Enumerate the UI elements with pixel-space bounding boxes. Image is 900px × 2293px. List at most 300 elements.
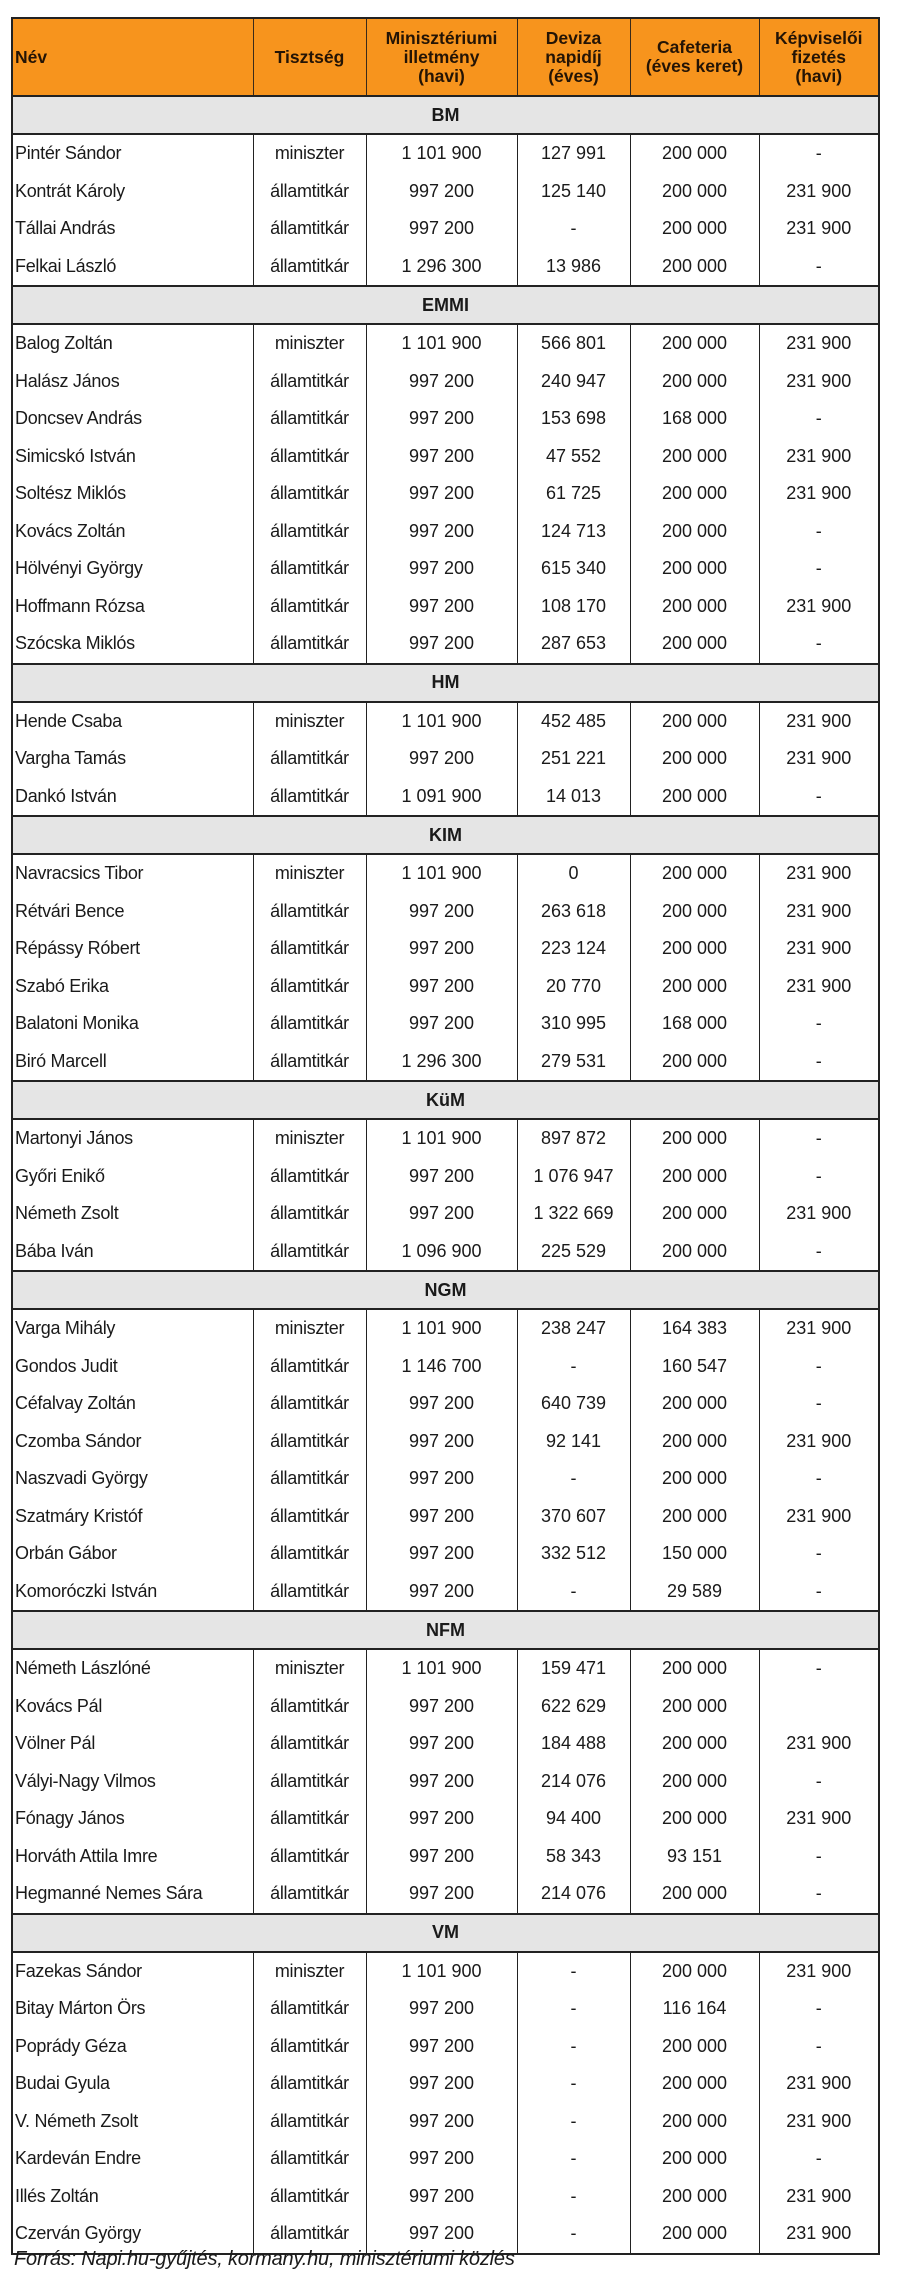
foreign-allowance-cell: 615 340 [517,550,630,588]
mp-salary-cell: 231 900 [759,438,879,476]
name-cell: Felkai László [12,248,253,287]
position-cell: államtitkár [253,1725,366,1763]
foreign-allowance-cell: 0 [517,854,630,893]
mp-salary-cell: 231 900 [759,475,879,513]
table-row [12,2140,879,2178]
section-title: KüM [12,1081,879,1119]
foreign-allowance-cell: 214 076 [517,1763,630,1801]
position-cell: államtitkár [253,1800,366,1838]
position-cell: államtitkár [253,1385,366,1423]
table-row [12,854,879,893]
cafeteria-cell: 200 000 [630,588,759,626]
foreign-allowance-cell: 153 698 [517,400,630,438]
mp-salary-cell: - [759,134,879,173]
table-row [12,893,879,931]
name-cell: Hoffmann Rózsa [12,588,253,626]
foreign-allowance-cell: 108 170 [517,588,630,626]
position-cell: államtitkár [253,2178,366,2216]
cafeteria-cell: 200 000 [630,210,759,248]
foreign-allowance-cell: 1 076 947 [517,1158,630,1196]
table-row [12,1158,879,1196]
cafeteria-cell: 200 000 [630,550,759,588]
cafeteria-cell: 200 000 [630,2140,759,2178]
name-cell: Komoróczki István [12,1573,253,1612]
name-cell: Doncsev András [12,400,253,438]
foreign-allowance-cell: - [517,2103,630,2141]
ministry-salary-cell: 997 200 [366,1725,517,1763]
mp-salary-cell: 231 900 [759,173,879,211]
table-row [12,248,879,287]
table-row [12,702,879,741]
cafeteria-cell: 116 164 [630,1990,759,2028]
section-row [12,816,879,854]
foreign-allowance-cell: 127 991 [517,134,630,173]
ministry-salary-cell: 997 200 [366,1688,517,1726]
table-row [12,324,879,363]
header-foreign-allowance: Deviza napidíj (éves) [517,18,630,96]
ministry-salary-cell: 997 200 [366,400,517,438]
position-cell: miniszter [253,324,366,363]
position-cell: államtitkár [253,475,366,513]
position-cell: államtitkár [253,1423,366,1461]
table-row [12,1309,879,1348]
ministry-salary-cell: 997 200 [366,1535,517,1573]
position-cell: miniszter [253,1952,366,1991]
mp-salary-cell: - [759,1119,879,1158]
section-title: EMMI [12,286,879,324]
mp-salary-cell: - [759,2028,879,2066]
position-cell: államtitkár [253,1233,366,1272]
cafeteria-cell: 168 000 [630,400,759,438]
mp-salary-cell: 231 900 [759,2215,879,2254]
ministry-salary-cell: 997 200 [366,475,517,513]
table-row [12,173,879,211]
mp-salary-cell: - [759,625,879,664]
name-cell: Németh Zsolt [12,1195,253,1233]
foreign-allowance-cell: 279 531 [517,1043,630,1082]
cafeteria-cell: 29 589 [630,1573,759,1612]
ministry-salary-cell: 997 200 [366,588,517,626]
name-cell: Fónagy János [12,1800,253,1838]
section-title: VM [12,1914,879,1952]
foreign-allowance-cell: - [517,2028,630,2066]
foreign-allowance-cell: 94 400 [517,1800,630,1838]
table-row [12,2178,879,2216]
ministry-salary-cell: 1 296 300 [366,1043,517,1082]
ministry-salary-cell: 997 200 [366,1573,517,1612]
cafeteria-cell: 200 000 [630,1800,759,1838]
position-cell: államtitkár [253,2103,366,2141]
position-cell: államtitkár [253,513,366,551]
cafeteria-cell: 200 000 [630,1158,759,1196]
table-row [12,588,879,626]
mp-salary-cell: 231 900 [759,1952,879,1991]
table-row [12,1990,879,2028]
position-cell: államtitkár [253,1043,366,1082]
table-row [12,1838,879,1876]
name-cell: Illés Zoltán [12,2178,253,2216]
table-row [12,1498,879,1536]
cafeteria-cell: 200 000 [630,1649,759,1688]
cafeteria-cell: 200 000 [630,475,759,513]
mp-salary-cell: - [759,2140,879,2178]
header-mp-salary: Képviselői fizetés (havi) [759,18,879,96]
ministry-salary-cell: 997 200 [366,1498,517,1536]
mp-salary-cell: 231 900 [759,1800,879,1838]
table-row [12,550,879,588]
foreign-allowance-cell: 287 653 [517,625,630,664]
foreign-allowance-cell: 47 552 [517,438,630,476]
section-title: HM [12,664,879,702]
ministry-salary-cell: 1 101 900 [366,1309,517,1348]
mp-salary-cell: 231 900 [759,1498,879,1536]
table-row [12,363,879,401]
name-cell: Poprády Géza [12,2028,253,2066]
foreign-allowance-cell: 58 343 [517,1838,630,1876]
cafeteria-cell: 200 000 [630,513,759,551]
ministry-salary-cell: 997 200 [366,438,517,476]
mp-salary-cell: - [759,248,879,287]
foreign-allowance-cell: - [517,2065,630,2103]
section-row [12,1611,879,1649]
name-cell: V. Németh Zsolt [12,2103,253,2141]
name-cell: Martonyi János [12,1119,253,1158]
cafeteria-cell: 200 000 [630,1423,759,1461]
cafeteria-cell: 200 000 [630,134,759,173]
mp-salary-cell: 231 900 [759,1309,879,1348]
name-cell: Németh Lászlóné [12,1649,253,1688]
position-cell: államtitkár [253,1838,366,1876]
cafeteria-cell: 200 000 [630,1233,759,1272]
cafeteria-cell: 200 000 [630,1119,759,1158]
cafeteria-cell: 200 000 [630,2178,759,2216]
table-header [12,18,879,96]
table-row [12,1763,879,1801]
ministry-salary-cell: 997 200 [366,2178,517,2216]
ministry-salary-cell: 997 200 [366,2065,517,2103]
name-cell: Horváth Attila Imre [12,1838,253,1876]
table-row [12,475,879,513]
ministry-salary-cell: 997 200 [366,1158,517,1196]
foreign-allowance-cell: - [517,1990,630,2028]
ministry-salary-cell: 997 200 [366,1763,517,1801]
table-row [12,1649,879,1688]
ministry-salary-cell: 1 101 900 [366,1119,517,1158]
position-cell: államtitkár [253,1763,366,1801]
section-title: KIM [12,816,879,854]
foreign-allowance-cell: 20 770 [517,968,630,1006]
name-cell: Hegmanné Nemes Sára [12,1875,253,1914]
position-cell: államtitkár [253,2028,366,2066]
position-cell: államtitkár [253,438,366,476]
table-row [12,438,879,476]
mp-salary-cell: - [759,1158,879,1196]
position-cell: miniszter [253,1119,366,1158]
foreign-allowance-cell: - [517,1952,630,1991]
foreign-allowance-cell: 13 986 [517,248,630,287]
cafeteria-cell: 200 000 [630,324,759,363]
cafeteria-cell: 200 000 [630,363,759,401]
position-cell: államtitkár [253,2215,366,2254]
section-row [12,664,879,702]
mp-salary-cell: 231 900 [759,702,879,741]
cafeteria-cell: 150 000 [630,1535,759,1573]
name-cell: Orbán Gábor [12,1535,253,1573]
position-cell: miniszter [253,1309,366,1348]
position-cell: államtitkár [253,1498,366,1536]
table-row [12,778,879,817]
foreign-allowance-cell: 14 013 [517,778,630,817]
ministry-salary-cell: 997 200 [366,363,517,401]
ministry-salary-cell: 997 200 [366,740,517,778]
ministry-salary-cell: 997 200 [366,513,517,551]
name-cell: Szatmáry Kristóf [12,1498,253,1536]
mp-salary-cell: - [759,1233,879,1272]
section-row [12,286,879,324]
table-row [12,1460,879,1498]
table-row [12,1233,879,1272]
cafeteria-cell: 200 000 [630,2103,759,2141]
name-cell: Kovács Pál [12,1688,253,1726]
foreign-allowance-cell: 225 529 [517,1233,630,1272]
ministry-salary-cell: 1 296 300 [366,248,517,287]
ministry-salary-cell: 997 200 [366,173,517,211]
cafeteria-cell: 200 000 [630,1763,759,1801]
position-cell: államtitkár [253,2065,366,2103]
header-row [12,18,879,96]
name-cell: Szócska Miklós [12,625,253,664]
position-cell: miniszter [253,134,366,173]
foreign-allowance-cell: - [517,210,630,248]
mp-salary-cell: - [759,1990,879,2028]
mp-salary-cell: 231 900 [759,968,879,1006]
header-position: Tisztség [253,18,366,96]
foreign-allowance-cell: 566 801 [517,324,630,363]
name-cell: Szabó Erika [12,968,253,1006]
name-cell: Hende Csaba [12,702,253,741]
mp-salary-cell: 231 900 [759,740,879,778]
table-row [12,930,879,968]
table-row [12,1119,879,1158]
name-cell: Kovács Zoltán [12,513,253,551]
name-cell: Céfalvay Zoltán [12,1385,253,1423]
table-row [12,400,879,438]
name-cell: Balog Zoltán [12,324,253,363]
cafeteria-cell: 200 000 [630,854,759,893]
table-row [12,1423,879,1461]
ministry-salary-cell: 1 101 900 [366,854,517,893]
position-cell: államtitkár [253,1005,366,1043]
foreign-allowance-cell: - [517,1348,630,1386]
position-cell: államtitkár [253,740,366,778]
name-cell: Czerván György [12,2215,253,2254]
ministry-salary-cell: 997 200 [366,1423,517,1461]
cafeteria-cell: 200 000 [630,968,759,1006]
position-cell: államtitkár [253,588,366,626]
name-cell: Tállai András [12,210,253,248]
cafeteria-cell: 200 000 [630,1498,759,1536]
header-name: Név [12,18,253,96]
name-cell: Pintér Sándor [12,134,253,173]
table-body [12,96,879,2254]
foreign-allowance-cell: 370 607 [517,1498,630,1536]
name-cell: Halász János [12,363,253,401]
table-row [12,210,879,248]
foreign-allowance-cell: 184 488 [517,1725,630,1763]
foreign-allowance-cell: 622 629 [517,1688,630,1726]
ministry-salary-cell: 997 200 [366,2103,517,2141]
mp-salary-cell: - [759,550,879,588]
ministry-salary-cell: 997 200 [366,1005,517,1043]
mp-salary-cell: 231 900 [759,1725,879,1763]
cafeteria-cell: 200 000 [630,2065,759,2103]
position-cell: államtitkár [253,400,366,438]
name-cell: Bába Iván [12,1233,253,1272]
header-cafeteria: Cafeteria (éves keret) [630,18,759,96]
table-row [12,1688,879,1726]
mp-salary-cell: - [759,1005,879,1043]
foreign-allowance-cell: 1 322 669 [517,1195,630,1233]
table-row [12,1385,879,1423]
foreign-allowance-cell: 240 947 [517,363,630,401]
cafeteria-cell: 200 000 [630,930,759,968]
salary-table [11,17,880,2255]
cafeteria-cell: 200 000 [630,1875,759,1914]
ministry-salary-cell: 1 101 900 [366,702,517,741]
position-cell: államtitkár [253,1348,366,1386]
foreign-allowance-cell: 263 618 [517,893,630,931]
ministry-salary-cell: 997 200 [366,625,517,664]
mp-salary-cell: - [759,778,879,817]
name-cell: Varga Mihály [12,1309,253,1348]
cafeteria-cell: 164 383 [630,1309,759,1348]
mp-salary-cell: 231 900 [759,2065,879,2103]
header-ministry-salary: Minisztériumi illetmény (havi) [366,18,517,96]
ministry-salary-cell: 997 200 [366,1800,517,1838]
table-row [12,1005,879,1043]
name-cell: Gondos Judit [12,1348,253,1386]
cafeteria-cell: 200 000 [630,438,759,476]
foreign-allowance-cell: - [517,1573,630,1612]
section-row [12,1914,879,1952]
ministry-salary-cell: 997 200 [366,1195,517,1233]
cafeteria-cell: 93 151 [630,1838,759,1876]
name-cell: Rétvári Bence [12,893,253,931]
mp-salary-cell: 231 900 [759,2103,879,2141]
position-cell: államtitkár [253,778,366,817]
name-cell: Dankó István [12,778,253,817]
position-cell: miniszter [253,1649,366,1688]
ministry-salary-cell: 997 200 [366,1990,517,2028]
section-title: NGM [12,1271,879,1309]
table-row [12,134,879,173]
source-note: Forrás: Napi.hu-gyűjtés, kormany.hu, minisztériumi közlés [14,2248,515,2270]
name-cell: Bitay Márton Örs [12,1990,253,2028]
foreign-allowance-cell: 214 076 [517,1875,630,1914]
table-row [12,740,879,778]
cafeteria-cell: 200 000 [630,2028,759,2066]
position-cell: államtitkár [253,625,366,664]
cafeteria-cell: 200 000 [630,778,759,817]
ministry-salary-cell: 997 200 [366,210,517,248]
section-title: NFM [12,1611,879,1649]
table-row [12,2028,879,2066]
cafeteria-cell: 200 000 [630,2215,759,2254]
mp-salary-cell: 231 900 [759,210,879,248]
table-row [12,1875,879,1914]
foreign-allowance-cell: - [517,2140,630,2178]
mp-salary-cell: - [759,1838,879,1876]
mp-salary-cell: - [759,400,879,438]
ministry-salary-cell: 997 200 [366,2215,517,2254]
name-cell: Biró Marcell [12,1043,253,1082]
name-cell: Vargha Tamás [12,740,253,778]
position-cell: államtitkár [253,363,366,401]
section-row [12,96,879,134]
table-row [12,968,879,1006]
cafeteria-cell: 200 000 [630,1952,759,1991]
position-cell: államtitkár [253,248,366,287]
foreign-allowance-cell: - [517,2215,630,2254]
position-cell: államtitkár [253,1688,366,1726]
name-cell: Hölvényi György [12,550,253,588]
name-cell: Navracsics Tibor [12,854,253,893]
name-cell: Soltész Miklós [12,475,253,513]
position-cell: államtitkár [253,1535,366,1573]
name-cell: Völner Pál [12,1725,253,1763]
position-cell: államtitkár [253,1460,366,1498]
ministry-salary-cell: 1 101 900 [366,134,517,173]
name-cell: Balatoni Monika [12,1005,253,1043]
cafeteria-cell: 200 000 [630,740,759,778]
mp-salary-cell: - [759,1460,879,1498]
table-row [12,2065,879,2103]
ministry-salary-cell: 997 200 [366,893,517,931]
position-cell: miniszter [253,702,366,741]
ministry-salary-cell: 1 091 900 [366,778,517,817]
foreign-allowance-cell: 897 872 [517,1119,630,1158]
foreign-allowance-cell: - [517,1460,630,1498]
mp-salary-cell: 231 900 [759,1423,879,1461]
ministry-salary-cell: 1 101 900 [366,1649,517,1688]
foreign-allowance-cell: 332 512 [517,1535,630,1573]
foreign-allowance-cell: 238 247 [517,1309,630,1348]
mp-salary-cell: 231 900 [759,588,879,626]
mp-salary-cell: - [759,1763,879,1801]
position-cell: államtitkár [253,1158,366,1196]
ministry-salary-cell: 997 200 [366,930,517,968]
position-cell: államtitkár [253,1990,366,2028]
ministry-salary-cell: 997 200 [366,550,517,588]
ministry-salary-cell: 997 200 [366,2140,517,2178]
table-row [12,625,879,664]
name-cell: Budai Gyula [12,2065,253,2103]
mp-salary-cell: - [759,1043,879,1082]
position-cell: államtitkár [253,1875,366,1914]
table-row [12,1535,879,1573]
name-cell: Répássy Róbert [12,930,253,968]
position-cell: államtitkár [253,173,366,211]
mp-salary-cell: 231 900 [759,2178,879,2216]
cafeteria-cell: 200 000 [630,1688,759,1726]
ministry-salary-cell: 997 200 [366,2028,517,2066]
table-row [12,2103,879,2141]
position-cell: államtitkár [253,1195,366,1233]
mp-salary-cell: 231 900 [759,893,879,931]
ministry-salary-cell: 1 101 900 [366,1952,517,1991]
mp-salary-cell [759,1688,879,1726]
mp-salary-cell: 231 900 [759,324,879,363]
